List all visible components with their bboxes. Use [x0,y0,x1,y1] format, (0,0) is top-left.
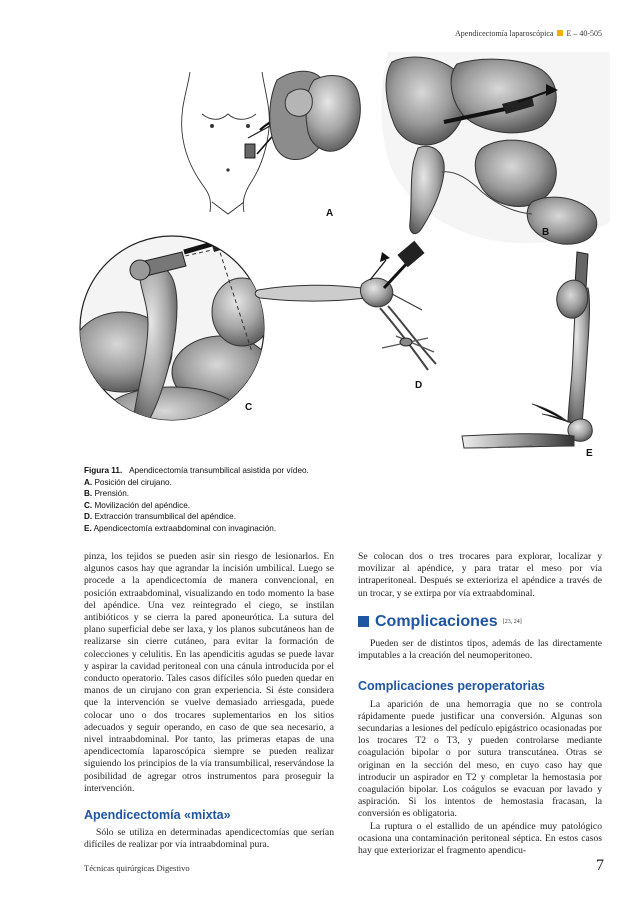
left-column [84,551,334,852]
figure-caption [84,465,564,535]
running-head-title: Apendicectomía laparoscópica [455,29,554,38]
panel-label-d: D [415,380,423,391]
panel-label-e: E [586,448,593,459]
caption-item-key: B. [84,489,93,499]
caption-item-key: C. [84,500,93,510]
caption-item [84,477,564,489]
subheading-peroperatorias: Complicaciones peroperatorias [358,679,545,694]
caption-item-key: D. [84,512,93,522]
caption-item [84,488,564,500]
caption-item-key: E. [84,523,92,533]
section-references: [23, 24] [502,618,522,625]
caption-title: Apendicectomía transumbilical asistida por vídeo. [129,466,309,475]
caption-item [84,523,564,535]
caption-item [84,511,564,523]
panel-b-illustration [382,52,610,244]
footer-journal: Técnicas quirúrgicas Digestivo [84,863,190,873]
figure-illustrations [62,52,610,464]
page-number: 7 [596,857,604,874]
right-column [358,551,602,857]
panel-label-b: B [542,227,550,238]
caption-item [84,500,564,512]
section-heading-text: Complicaciones [375,612,498,630]
panel-e-illustration [462,252,592,448]
caption-item-text: Movilización del apéndice. [94,500,191,510]
body-paragraph: Se colocan dos o tres trocares para explorar, localizar y movilizar al apéndice, y para tratar el meso por vía intraperitoneal. Después se exterioriza el apéndice a través de un trocar, y se extirpa por vía extraabdominal. [358,551,602,599]
caption-item-text: Apendicectomía extraabdominal con invaginación. [93,523,277,533]
body-paragraph: Sólo se utiliza en determinadas apendicectomías que serían difíciles de realizar por vía intraabdominal pura. [84,827,334,851]
caption-item-key: A. [84,477,93,487]
section-square-icon [358,616,369,627]
panel-label-c: C [245,402,253,413]
running-head-bullet [557,30,563,36]
panel-d-illustration [255,241,436,370]
running-head [455,29,602,38]
body-paragraph: La ruptura o el estallido de un apéndice muy patológico ocasiona una contaminación peritoneal séptica. En estos casos hay que exteriorizar el fragmento apendicu- [358,820,602,857]
caption-item-text: Posición del cirujano. [94,477,172,487]
caption-label: Figura 11. [84,466,123,475]
section-heading-mixta: Apendicectomía «mixta» [84,808,231,823]
body-paragraph: Pueden ser de distintos tipos, además de las directamente imputables a la creación del neumoperitoneo. [358,638,602,662]
caption-title-line [84,465,564,477]
surgeon-figure [270,71,361,159]
figure-11 [62,52,610,464]
caption-item-text: Prensión. [94,489,130,499]
body-paragraph: pinza, los tejidos se pueden asir sin riesgo de lesionarlos. En algunos casos hay que agrandar la incisión umbilical. Luego se procede a la apendicectomía de manera convencional, en posición extraabdominal, visualizando en todo momento la base del apéndice. Una vez reintegrado el ciego, se instilan antibióticos y se cierra la pared aponeurótica. La sutura del plano superficial debe ser laxa, y los planos subcutáneos han de realizarse sin cierre cutáneo, para evitar la formación de colecciones y celulitis. En las apendicitis agudas se puede lavar y aspirar la cavidad peritoneal con una cánula introducida por el conducto operatorio. Tales casos difíciles sólo pueden quedar en manos de un cirujano con gran experiencia. Si éste considera que la intervención se vuelve demasiado arriesgada, puede colocar uno o dos trocares suplementarios en los sitios adecuados y seguir operando, en caso de que sea necesario, a nivel intraabdominal. Por tanto, las primeras etapas de una apendicectomía laparoscópica siempre se pueden realizar siguiendo los principios de la vía transumbilical, reservándose la posibilidad de agregar otros instrumentos para proseguir la intervención. [84,551,334,794]
panel-label-a: A [326,208,334,219]
panel-c-illustration [72,232,272,447]
caption-item-text: Extracción transumbilical del apéndice. [94,512,237,522]
running-head-code: E – 40-505 [566,29,602,38]
section-heading-complicaciones [358,612,602,630]
body-paragraph: La aparición de una hemorragia que no se controla rápidamente puede justificar una conversión. Algunas son secundarias a lesiones del pedículo epigástrico ocasionadas por los trocares T2 o T3, y pueden controlarse mediante coagulación bipolar o por sutura transcutánea. Otras se originan en la sección del meso, en cuyo caso hay que introducir un aspirador en T2 y completar la hemostasia por coagulación bipolar. Los coágulos se evacuan por lavado y aspiración. Si los intentos de hemostasia fracasan, la conversión es obligatoria. [358,698,602,820]
